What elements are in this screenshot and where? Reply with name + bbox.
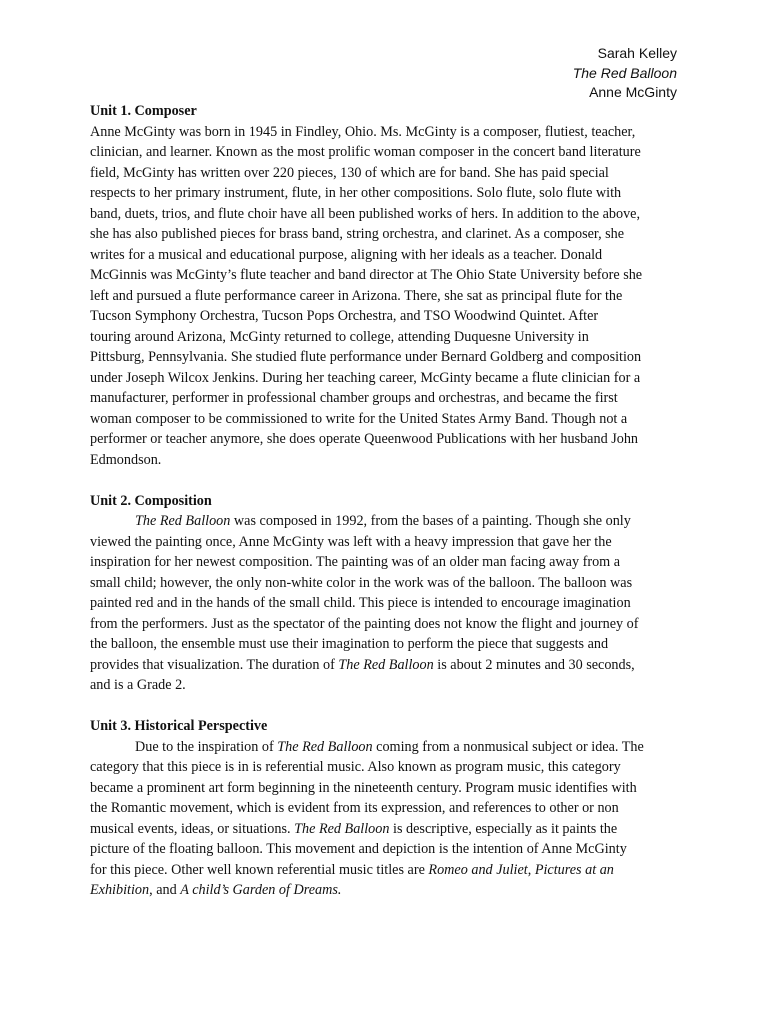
piece-title-italic: The Red Balloon (135, 513, 231, 529)
paragraph-line: left and pursued a flute performance career in Arizona. There, she sat as principal flute for the (90, 287, 623, 304)
paragraph-line: Anne McGinty was born in 1945 in Findley, Ohio. Ms. McGinty is a composer, flutiest, teacher, (90, 123, 636, 140)
text-span: , (527, 861, 535, 878)
paragraph-line: band, duets, trios, and flute choir have all been published works of hers. In addition to the above, (90, 205, 641, 222)
text-span: , and (149, 882, 181, 898)
piece-title-italic: The Red Balloon (294, 820, 390, 837)
paragraph-line: became a prominent art form beginning in the nineteenth century. Program music identifies with (90, 779, 637, 796)
text-span: provides that visualization. The duration of (90, 656, 339, 673)
unit-3-section (90, 716, 690, 901)
paragraph-line: manufacturer, performer in professional chamber groups and orchestras, and became the first (90, 390, 618, 406)
text-span: is descriptive, especially as it paints the (389, 820, 618, 837)
text-span: Due to the inspiration of (135, 738, 278, 755)
work-title-italic: Exhibition (90, 882, 150, 898)
unit-2-section (90, 491, 690, 696)
paragraph-line (90, 737, 690, 758)
piece-title-italic: The Red Balloon (338, 656, 434, 673)
paragraph-line: small child; however, the only non-white color in the work was of the balloon. The balloon was (90, 574, 633, 591)
paragraph-line: from the performers. Just as the spectator of the painting does not know the flight and journey of (90, 615, 639, 632)
paragraph-line: writes for a musical and educational purpose, aligning with her ideals as a teacher. Donald (90, 246, 603, 263)
work-title-italic: Romeo and Juliet (428, 861, 528, 878)
section-spacer (90, 470, 690, 491)
paragraph-line: inspiration for her newest composition. The painting was of an older man facing away from a (90, 554, 621, 570)
document-header (573, 44, 677, 103)
paragraph-line: respects to her primary instrument, flute, in her other compositions. Solo flute, solo flute with (90, 185, 622, 201)
paragraph-line: McGinnis was McGinty’s flute teacher and band director at The Ohio State University before she (90, 267, 643, 283)
paragraph-line: category that this piece is in is referential music. Also known as program music, this category (90, 759, 621, 775)
paragraph-line: the balloon, the ensemble must use their imagination to perform the piece that suggests and (90, 636, 609, 652)
author-name: Sarah Kelley (597, 45, 677, 61)
paragraph-line: and is a Grade 2. (90, 677, 186, 693)
piece-title-italic: The Red Balloon (277, 738, 373, 755)
paragraph-line: the Romantic movement, which is evident from its expression, and references to other or non (90, 800, 619, 816)
section-spacer (90, 696, 690, 717)
text-span: was composed in 1992, from the bases of a painting. Though she only (230, 513, 631, 529)
unit-3-heading: Unit 3. Historical Perspective (90, 718, 268, 734)
paragraph-line: touring around Arizona, McGinty returned to college, attending Duquesne University in (90, 328, 589, 345)
paragraph-line: she has also published pieces for brass band, string orchestra, and clarinet. As a composer, she (90, 226, 625, 242)
piece-title: The Red Balloon (572, 64, 677, 81)
text-span: coming from a nonmusical subject or idea. The (372, 738, 644, 755)
work-title-italic: A child’s Garden of Dreams. (180, 882, 342, 898)
composer-name: Anne McGinty (589, 84, 677, 100)
paragraph-line (90, 511, 690, 532)
unit-2-heading: Unit 2. Composition (90, 492, 212, 509)
paragraph-line (90, 655, 690, 676)
paragraph-line: viewed the painting once, Anne McGinty was left with a heavy impression that gave her the (90, 533, 612, 550)
text-span: for this piece. Other well known referential music titles are (90, 861, 429, 878)
paragraph-line: Edmondson. (90, 451, 162, 468)
work-title-italic: Pictures at an (534, 861, 614, 878)
paragraph-line: under Joseph Wilcox Jenkins. During her teaching career, McGinty became a flute clinician for a (90, 369, 641, 386)
paragraph-line: performer or teacher anymore, she does operate Queenwood Publications with her husband John (90, 431, 639, 447)
paragraph-line (90, 819, 690, 840)
paragraph-line: woman composer to be commissioned to write for the United States Army Band. Though not a (90, 410, 628, 427)
paragraph-line: clinician, and learner. Known as the most prolific woman composer in the concert band literature (90, 144, 641, 160)
unit-1-section (90, 101, 690, 470)
text-span: musical events, ideas, or situations. (90, 820, 295, 837)
paragraph-line (90, 880, 690, 901)
paragraph-line: picture of the floating balloon. This movement and depiction is the intention of Anne McGinty (90, 841, 627, 857)
document-body (90, 101, 690, 901)
paragraph-line: painted red and in the hands of the small child. This piece is intended to encourage imagination (90, 595, 631, 611)
text-span: is about 2 minutes and 30 seconds, (433, 656, 635, 673)
unit-1-heading: Unit 1. Composer (90, 103, 197, 119)
paragraph-line (90, 860, 690, 881)
paragraph-line: Tucson Symphony Orchestra, Tucson Pops Orchestra, and TSO Woodwind Quintet. After (90, 308, 599, 324)
paragraph-line: field, McGinty has written over 220 pieces, 130 of which are for band. She has paid special (90, 164, 609, 181)
paragraph-line: Pittsburg, Pennsylvania. She studied flute performance under Bernard Goldberg and composition (90, 349, 642, 365)
